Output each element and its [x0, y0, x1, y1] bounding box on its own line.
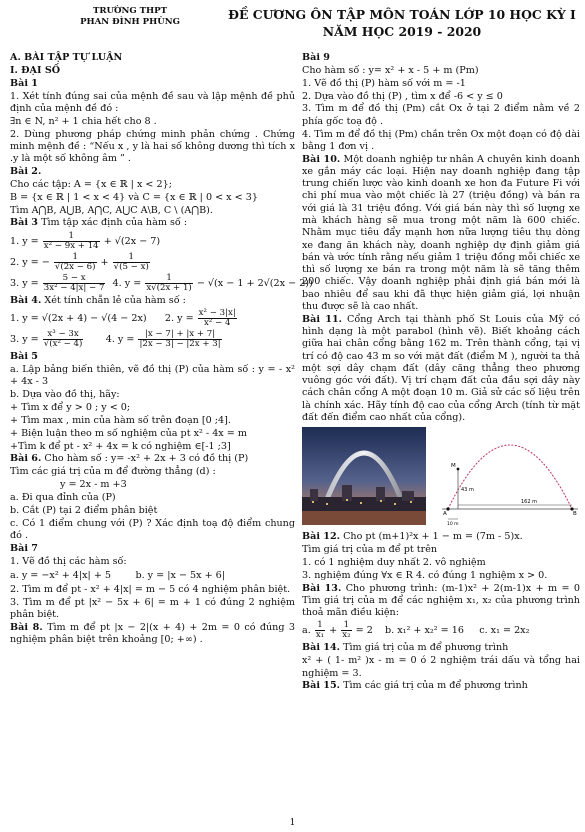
bai-13-conditions: a. $\frac{1}{\text{x₁}}$ + $\frac{1}{\text{x₂}}$ = 2 b. x₁² + x₂² = 16 c. x₁ = 2x₂	[302, 620, 530, 641]
bai-3-text: Tìm tập xác định của hàm số :	[41, 217, 188, 229]
bai-5-b1: + Tìm x để y > 0 ; y < 0;	[10, 401, 131, 413]
bai-2-heading: Bài 2.	[10, 165, 42, 177]
point-m	[457, 468, 460, 471]
label-m: M	[451, 463, 456, 470]
bai-8-title	[10, 622, 295, 647]
bai-14-2: x² + ( 1- m² )x - m = 0 ó 2 nghiệm trái dấu và tổng hai nghiệm = 3.	[302, 655, 580, 679]
bai-11-figures	[302, 427, 580, 527]
bai-7-1: 1. Vẽ đồ thị các hàm số:	[10, 555, 127, 567]
bai-4-heading: Bài 4.	[10, 294, 42, 306]
bai-7-2: 2. Tìm m để pt - x² + 4|x| = m − 5 có 4 nghiệm phân biệt.	[10, 584, 291, 596]
label-162m: 162 m	[521, 499, 538, 506]
left-column	[10, 52, 313, 812]
document-title	[222, 6, 582, 40]
bai-11-body	[302, 314, 580, 424]
bai-2-line-1: Cho các tập: A = {x ∈ ℝ | x < 2};	[10, 178, 172, 190]
bai-5-b: b. Dựa vào đồ thị, hãy:	[10, 389, 120, 401]
bai-15-heading: Bài 15.	[302, 680, 341, 692]
bai-14-heading: Bài 14.	[302, 642, 341, 654]
bai-5-b2: + Tìm max , min của hàm số trên đoạn [0 ;4].	[10, 414, 231, 426]
bai-5-a: a. Lập bảng biến thiên, vẽ đồ thị (P) của hàm số : y = - x² + 4x - 3	[10, 363, 295, 388]
bai-13-heading: Bài 13.	[302, 582, 342, 594]
bai-6-heading: Bài 6.	[10, 453, 42, 465]
bai-8-heading: Bài 8.	[10, 622, 43, 634]
bai-12-text: Cho pt (m+1)²x + 1 − m = (7m - 5)x.	[343, 531, 523, 543]
bai-13-text: Cho phương trình: (m-1)x² + 2(m-1)x + m = 0 Tìm giá trị của m để các nghiệm x₁, x₂ của phương trình thoả mãn điều kiện:	[302, 582, 580, 619]
bai-14-text: Tìm giá trị của m để phương trình	[343, 642, 509, 654]
bai-7-ab	[10, 570, 295, 582]
bai-3-formula-3: 3. y = $\frac{5 - x}{\text{3x² − 4|x| − 7}}$ 4. y = $\frac{1}{x√(2x + 1)}$ − √(x − 1 + 2√(2x − 2))	[10, 272, 313, 293]
bai-4-formula-1: 1. y = √(2x + 4) − √(4 − 2x) 2. y = $\frac{\text{x² − 3|x|}}{\text{x² − 4}}$	[10, 308, 236, 329]
bai-6-text: Cho hàm số : y= -x² + 2x + 3 có đồ thị (P)	[44, 453, 249, 465]
bai-1-part-2: 2. Dùng phương pháp chứng minh phản chứng . Chứng minh mệnh đề : “Nếu x , y là hai số không dương thì tích x .y là một số không âm ” .	[10, 128, 295, 165]
school-line-2: PHAN ĐÌNH PHÙNG	[80, 17, 180, 28]
bai-11-text: Cổng Arch tại thành phố St Louis của Mỹ có hình dạng là một parabol (hình vẽ). Biết khoảng cách giữa hai chân cổng bằng 162 m. Trên thành cổng, tại vị trí có độ cao 43 m so với mặt đất (điểm M ), người ta thả một sợi dây chạm đất (dây căng thẳng theo phương vuông góc với đất). Vị trí chạm đất của đầu sợi dây này cách chân cổng A một đoạn 10 m. Giả sử các số liệu trên là chính xác. Hãy tính độ cao của cổng Arch (tính từ mặt đất đến điểm cao nhất của cổng).	[302, 313, 580, 423]
bai-11-heading: Bài 11.	[302, 313, 342, 325]
bai-12-2: 1. có 1 nghiệm duy nhất 2. vô nghiệm	[302, 556, 486, 568]
school-name	[60, 6, 200, 28]
bai-6-title	[10, 453, 295, 465]
bai-5-heading: Bài 5	[10, 351, 38, 363]
bai-4-title	[10, 295, 295, 307]
point-a	[446, 508, 449, 511]
bai-4-formula-2: 3. y = $\frac{\text{x³ − 3x}}{\text{√(x² − 4)}}$ 4. y = $\frac{|x - 7| + |x + 7|}{|2x - 3| - |2x + 3|}$	[10, 329, 221, 350]
bai-1-formula: ∃n ∈ N, n² + 1 chia hết cho 8 .	[10, 115, 157, 127]
bai-7-heading: Bài 7	[10, 542, 38, 554]
bai-12-3: 3. nghiệm đúng ∀x ∈ R 4. có đúng 1 nghiệm x > 0.	[302, 569, 548, 581]
bai-2-line-3: Tìm A⋂B, A⋃B, A⋂C, A⋃C A\B, C \ (A⋂B).	[10, 204, 213, 216]
bai-9-text: Cho hàm số : y= x² + x - 5 + m (Pm)	[302, 64, 479, 76]
bai-3-formula-1: 1. y = $\frac{1}{\text{x² − 9x + 14}}$ + √(2x − 7)	[10, 230, 161, 251]
section-i-heading: I. ĐẠI SỐ	[10, 64, 61, 76]
right-column	[302, 52, 580, 812]
bai-9-heading: Bài 9	[302, 52, 330, 63]
bai-12-body	[302, 531, 580, 543]
point-b	[570, 508, 573, 511]
bai-3-title	[10, 217, 295, 229]
bai-4-text: Xét tính chẵn lẻ của hàm số :	[44, 294, 186, 306]
bai-9-3: 3. Tìm m để đồ thị (Pm) cắt Ox ở tại 2 điểm nằm về 2 phía gốc toạ độ .	[302, 103, 580, 127]
bai-9-4: 4. Tìm m để đồ thị (Pm) chắn trên Ox một đoạn có độ dài bằng 1 đơn vị .	[302, 128, 580, 152]
bai-15-body	[302, 680, 580, 692]
bai-15-text: Tìm các giá trị của m để phương trình	[343, 680, 528, 692]
page-number: 1	[289, 818, 296, 828]
bai-5-b3: + Biện luận theo m số nghiệm của pt x² - 4x = m	[10, 427, 247, 439]
bai-12-1: Tìm giá trị của m để pt trên	[302, 543, 438, 555]
bai-10-text: Một doanh nghiệp tư nhân A chuyên kinh doanh xe gắn máy các loại. Hiện nay doanh nghiệp đang tập trung chiến lược vào kinh doanh xe hon đa Future Fi với chi phí mua vào một chiếc là 27 (triệu đồng) và bán ra với giá là 31 triệu đồng. Với giá bán này thì số lượng xe mà khách hàng sẽ mua trong một năm là 600 chiếc. Nhằm mục tiêu đẩy mạnh hơn nữa lượng tiêu thụ dòng xe đang ăn khách này, doanh nghiệp dự định giảm giá bán và ước tính rằng nếu giảm 1 triệu đồng mỗi chiếc xe thì số lượng xe bán ra trong một năm là sẽ tăng thêm 200 chiếc. Vậy doanh nghiệp phải định giá bán mới là bao nhiêu để sau khi đã thực hiện giảm giá, lợi nhuận thu được sẽ là cao nhất.	[302, 153, 580, 312]
bai-10-body	[302, 154, 580, 313]
title-line-2: NĂM HỌC 2019 - 2020	[322, 24, 482, 40]
bai-13-body	[302, 583, 580, 620]
parabola-diagram	[438, 427, 580, 527]
bai-9-1: 1. Vẽ đồ thị (P) hàm số với m = -1	[302, 77, 466, 89]
bai-14-body	[302, 642, 580, 654]
bai-7-3: 3. Tìm m để pt |x² − 5x + 6| = m + 1 có đúng 2 nghiệm phân biệt.	[10, 597, 295, 621]
bai-7-b: b. y = |x − 5x + 6|	[135, 569, 226, 581]
gateway-arch-photo	[302, 427, 426, 525]
bai-2-line-2: B = {x ∈ ℝ | 1 < x < 4} và C = {x ∈ ℝ | 0 < x < 3}	[10, 191, 258, 203]
bai-9-2: 2. Dựa vào đồ thị (P) , tìm x để -6 < y ≤ 0	[302, 90, 503, 102]
bai-5-b4: +Tìm k để pt - x² + 4x = k có nghiệm ∈[-1 ;3]	[10, 440, 231, 452]
bai-3-heading: Bài 3	[10, 217, 38, 229]
label-10m: 10 m	[447, 522, 459, 528]
bai-10-heading: Bài 10.	[302, 153, 341, 165]
bai-13-b: b. x₁² + x₂² = 16	[385, 625, 464, 637]
bai-1-part-1: 1. Xét tính đúng sai của mệnh đề sau và lập mệnh đề phủ định của mệnh đề đó :	[10, 90, 295, 114]
bai-6-c: c. Có 1 điểm chung với (P) ? Xác định toạ độ điểm chung đó .	[10, 517, 295, 541]
header	[0, 6, 585, 52]
label-b: B	[573, 511, 577, 518]
bai-3-formula-2: 2. y = − $\frac{1}{√(2x - 6)}$ + $\frac{1}{√(5 - x)}$	[10, 251, 149, 272]
title-line-1: ĐỀ CƯƠNG ÔN TẬP MÔN TOÁN LỚP 10 HỌC KỲ I	[228, 7, 576, 22]
bai-7-a: a. y = −x² + 4|x| + 5	[10, 569, 112, 581]
bai-1-heading: Bài 1	[10, 77, 38, 89]
bai-12-heading: Bài 12.	[302, 531, 341, 543]
school-line-1: TRƯỜNG THPT	[92, 6, 168, 16]
bai-6-b: b. Cắt (P) tại 2 điểm phân biệt	[10, 504, 158, 516]
section-a-heading: A. BÀI TẬP TỰ LUẬN	[10, 52, 123, 63]
bai-6-line-1: Tìm các giá trị của m để đường thẳng (d) :	[10, 466, 216, 478]
label-43m: 43 m	[461, 487, 474, 494]
arch-curve	[448, 445, 572, 509]
bai-6-a: a. Đi qua đỉnh của (P)	[10, 491, 116, 503]
bai-6-line-2: y = 2x - m +3	[60, 479, 127, 491]
bai-13-c: c. x₁ = 2x₂	[479, 625, 530, 637]
label-a: A	[443, 511, 447, 518]
bai-8-text: Tìm m để pt |x − 2|(x + 4) + 2m = 0 có đúng 3 nghiệm phân biệt trên khoảng [0; +∞) .	[10, 622, 295, 646]
